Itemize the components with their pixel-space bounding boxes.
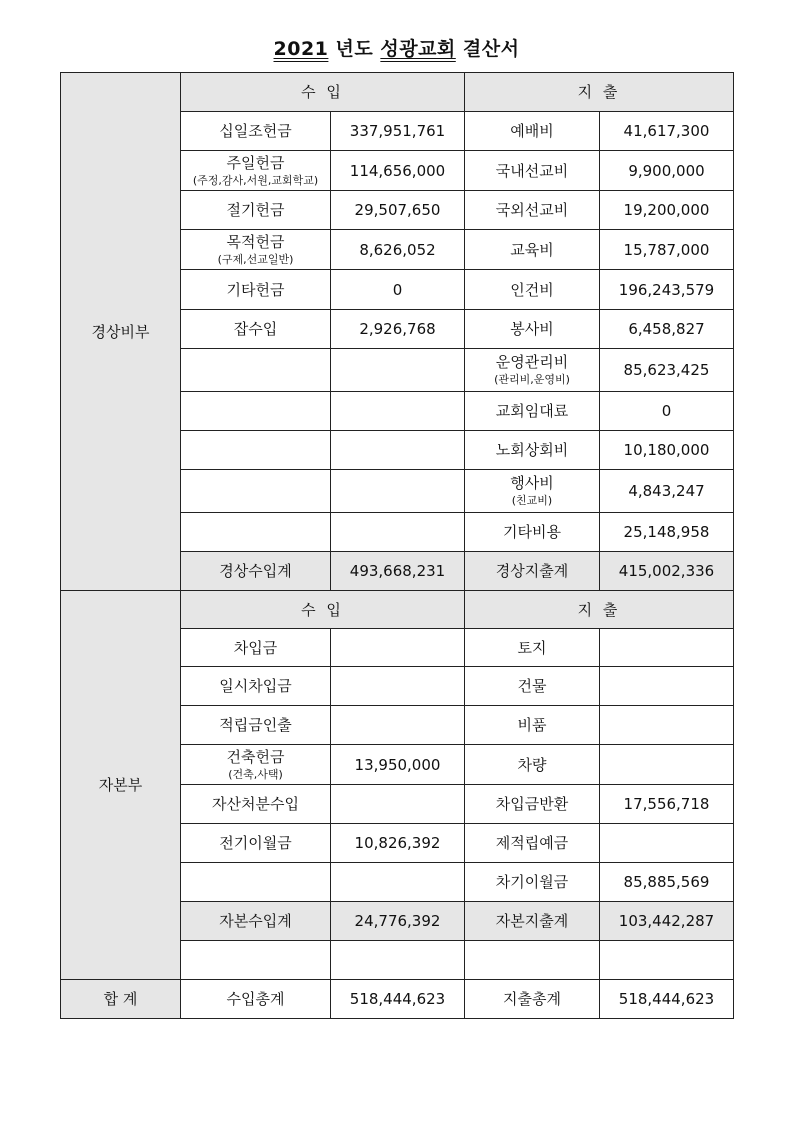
income-amount (331, 745, 465, 785)
expense-amount (600, 824, 734, 863)
income-label (181, 191, 331, 230)
income-label (181, 863, 331, 902)
expense-label-text: 운영관리비 (495, 353, 569, 372)
expense-amount (600, 392, 734, 431)
total-income-amount (331, 552, 465, 591)
expense-label (465, 270, 600, 310)
income-amount (331, 431, 465, 470)
expense-amount (600, 230, 734, 270)
expense-label-text: 차량 (517, 755, 547, 774)
expense-amount (600, 706, 734, 745)
expense-label-text: 건물 (517, 677, 547, 695)
expense-label (465, 310, 600, 349)
income-amount-text: 10,826,392 (354, 834, 441, 852)
income-label (181, 230, 331, 270)
income-amount (331, 112, 465, 151)
header-income (181, 591, 465, 629)
title-church: 성광교회 (380, 38, 456, 60)
grand-expense-label-text: 지출총계 (503, 990, 561, 1008)
expense-amount (600, 745, 734, 785)
section-operating (61, 73, 181, 591)
income-label (181, 513, 331, 552)
income-amount-text: 13,950,000 (354, 755, 441, 774)
expense-amount-text: 15,787,000 (623, 240, 710, 259)
total-income-label-text: 자본수입계 (219, 912, 292, 930)
expense-amount (600, 513, 734, 552)
expense-amount (600, 629, 734, 667)
income-amount (331, 667, 465, 706)
expense-amount-text: 25,148,958 (623, 523, 710, 541)
title-suffix: 결산서 (455, 38, 520, 60)
income-label-text: 십일조헌금 (219, 122, 292, 140)
expense-label (465, 513, 600, 552)
total-income-amount-text: 24,776,392 (354, 912, 441, 930)
income-amount (331, 470, 465, 513)
header-expense-text: 지 출 (577, 83, 621, 101)
expense-amount (600, 151, 734, 191)
total-expense-label (465, 902, 600, 941)
income-amount (331, 191, 465, 230)
expense-amount-text: 19,200,000 (623, 201, 710, 219)
total-income-label-text: 경상수입계 (219, 562, 292, 580)
expense-label-text: 제적립예금 (495, 834, 569, 852)
income-label (181, 112, 331, 151)
expense-amount-text: 17,556,718 (623, 795, 710, 813)
expense-amount-text: 0 (661, 402, 672, 420)
table-row (61, 73, 734, 112)
expense-label (465, 629, 600, 667)
expense-label-text: 노회상회비 (495, 441, 569, 459)
grand-income-amount-text: 518,444,623 (349, 990, 446, 1008)
empty-cell (181, 941, 331, 980)
total-expense-amount (600, 902, 734, 941)
income-amount (331, 349, 465, 392)
total-income-label (181, 902, 331, 941)
grand-total-label (61, 980, 181, 1019)
expense-label-text: 봉사비 (510, 320, 554, 338)
income-amount (331, 230, 465, 270)
total-expense-amount-text: 415,002,336 (618, 562, 715, 580)
grand-total-label-text: 합 계 (103, 990, 138, 1008)
grand-income-label-text: 수입총계 (226, 990, 285, 1008)
grand-expense-amount-text: 518,444,623 (618, 990, 715, 1008)
expense-label-subtext: (관리비,운영비) (494, 373, 570, 387)
income-label-subtext: (주정,감사,서원,교회학교) (192, 173, 319, 187)
expense-amount (600, 191, 734, 230)
section-capital (61, 591, 181, 980)
expense-amount-text: 4,843,247 (628, 482, 705, 500)
empty-cell (331, 941, 465, 980)
expense-label-text: 차기이월금 (495, 873, 569, 891)
header-income-text: 수 입 (301, 600, 344, 619)
expense-label (465, 349, 600, 392)
expense-amount (600, 785, 734, 824)
header-expense (465, 73, 734, 112)
expense-label-text: 국내선교비 (495, 161, 569, 180)
expense-amount-text: 9,900,000 (628, 161, 705, 180)
expense-amount-text: 85,885,569 (623, 873, 710, 891)
expense-amount (600, 470, 734, 513)
expense-label (465, 151, 600, 191)
income-label (181, 824, 331, 863)
income-amount (331, 310, 465, 349)
income-label-text: 건축헌금 (226, 747, 285, 766)
expense-label (465, 431, 600, 470)
income-amount (331, 824, 465, 863)
income-label (181, 706, 331, 745)
income-label-text: 차입금 (233, 638, 278, 657)
header-expense-text: 지 출 (577, 600, 621, 619)
expense-label-text: 차입금반환 (495, 795, 569, 813)
total-expense-label (465, 552, 600, 591)
income-amount-text: 8,626,052 (359, 240, 436, 259)
expense-label-text: 토지 (517, 638, 547, 657)
expense-amount (600, 349, 734, 392)
expense-amount (600, 112, 734, 151)
expense-amount-text: 6,458,827 (628, 320, 705, 338)
income-amount (331, 629, 465, 667)
expense-label (465, 667, 600, 706)
title-year-word: 년도 (328, 38, 381, 60)
income-label-text: 자산처분수입 (212, 795, 299, 813)
expense-label (465, 785, 600, 824)
grand-income-amount (331, 980, 465, 1019)
income-label (181, 270, 331, 310)
total-income-amount-text: 493,668,231 (349, 562, 446, 580)
total-expense-amount-text: 103,442,287 (618, 912, 715, 930)
income-amount (331, 270, 465, 310)
income-label (181, 667, 331, 706)
income-amount (331, 706, 465, 745)
header-income-text: 수 입 (301, 83, 344, 101)
expense-label (465, 745, 600, 785)
title-year: 2021 (273, 38, 329, 60)
income-label-text: 기타헌금 (226, 280, 285, 299)
grand-expense-label (465, 980, 600, 1019)
page-title (0, 34, 793, 61)
grand-income-label (181, 980, 331, 1019)
grand-expense-amount (600, 980, 734, 1019)
income-label-text: 적립금인출 (219, 716, 292, 734)
income-amount (331, 863, 465, 902)
expense-label (465, 191, 600, 230)
expense-amount-text: 196,243,579 (618, 280, 715, 299)
expense-amount-text: 41,617,300 (623, 122, 710, 140)
expense-label-text: 교육비 (510, 240, 554, 259)
expense-amount (600, 431, 734, 470)
income-amount (331, 151, 465, 191)
empty-cell (465, 941, 600, 980)
expense-label-text: 기타비용 (503, 523, 561, 541)
income-label (181, 470, 331, 513)
income-amount (331, 392, 465, 431)
expense-label-text: 행사비 (510, 474, 554, 493)
income-label (181, 785, 331, 824)
table-row (61, 980, 734, 1019)
income-label (181, 310, 331, 349)
income-amount-text: 337,951,761 (349, 122, 446, 140)
expense-label (465, 706, 600, 745)
income-amount (331, 785, 465, 824)
income-label-text: 절기헌금 (226, 201, 285, 219)
expense-label (465, 392, 600, 431)
expense-label-text: 인건비 (510, 280, 554, 299)
total-expense-label-text: 자본지출계 (495, 912, 569, 930)
section-capital-text: 자본부 (98, 776, 143, 794)
expense-amount (600, 863, 734, 902)
income-amount (331, 513, 465, 552)
income-label-subtext: (건축,사택) (228, 767, 283, 781)
income-label-text: 목적헌금 (226, 232, 285, 251)
settlement-table (60, 72, 734, 1019)
expense-amount-text: 10,180,000 (623, 441, 710, 459)
income-label-text: 잡수입 (233, 320, 278, 338)
total-income-label (181, 552, 331, 591)
income-label-subtext: (구제,선교일반) (217, 252, 294, 266)
income-label (181, 392, 331, 431)
expense-label (465, 230, 600, 270)
total-expense-label-text: 경상지출계 (495, 562, 569, 580)
income-amount-text: 29,507,650 (354, 201, 441, 219)
income-label (181, 745, 331, 785)
income-label (181, 349, 331, 392)
expense-amount (600, 270, 734, 310)
expense-label-text: 예배비 (510, 122, 554, 140)
total-expense-amount (600, 552, 734, 591)
expense-label (465, 470, 600, 513)
header-expense (465, 591, 734, 629)
expense-label (465, 112, 600, 151)
income-label (181, 431, 331, 470)
expense-amount-text: 85,623,425 (623, 361, 710, 379)
expense-label (465, 863, 600, 902)
expense-label-text: 교회임대료 (495, 402, 569, 420)
expense-amount (600, 310, 734, 349)
table-row (61, 591, 734, 629)
income-amount-text: 2,926,768 (359, 320, 436, 338)
empty-cell (600, 941, 734, 980)
income-label (181, 629, 331, 667)
expense-label-text: 비품 (517, 716, 547, 734)
income-label-text: 전기이월금 (219, 834, 292, 852)
expense-label-text: 국외선교비 (495, 201, 569, 219)
income-label (181, 151, 331, 191)
expense-amount (600, 667, 734, 706)
income-amount-text: 114,656,000 (349, 161, 446, 180)
section-operating-text: 경상비부 (91, 322, 150, 341)
income-amount-text: 0 (392, 280, 403, 299)
income-label-text: 일시차입금 (219, 677, 292, 695)
expense-label-subtext: (친교비) (511, 494, 553, 508)
income-label-text: 주일헌금 (226, 153, 285, 172)
header-income (181, 73, 465, 112)
expense-label (465, 824, 600, 863)
total-income-amount (331, 902, 465, 941)
